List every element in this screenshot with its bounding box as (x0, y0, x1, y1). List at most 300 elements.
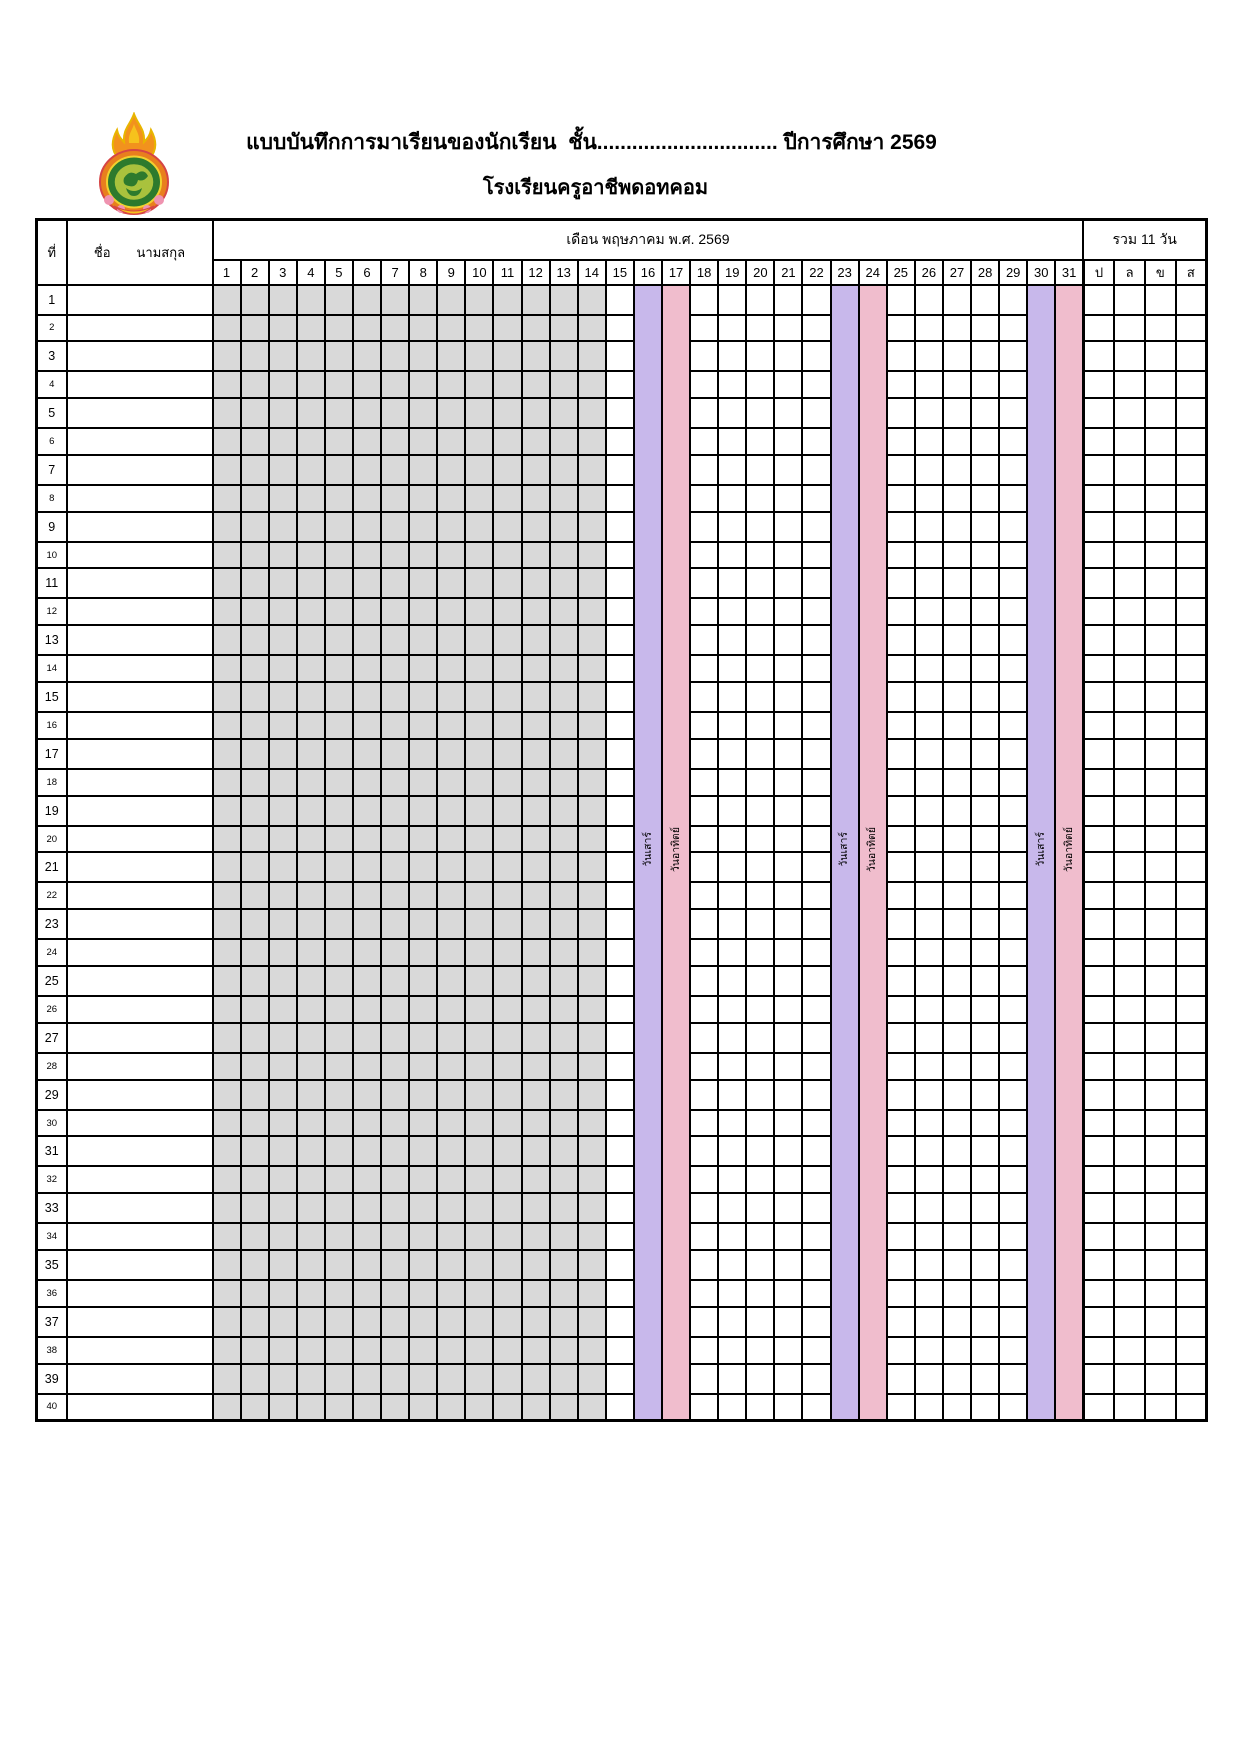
sunday-column-24 (859, 285, 887, 1421)
summary-cell-r1-c2 (1114, 285, 1145, 315)
attendance-cell-r33-d15 (606, 1193, 634, 1223)
attendance-cell-r24-d14 (578, 939, 606, 966)
summary-cell-r14-c2 (1114, 655, 1145, 682)
attendance-cell-r34-d7 (381, 1223, 409, 1250)
attendance-cell-r26-d29 (999, 996, 1027, 1023)
attendance-cell-r31-d19 (718, 1136, 746, 1166)
attendance-cell-r17-d8 (409, 739, 437, 769)
saturday-column-16 (634, 285, 662, 1421)
attendance-cell-r36-d29 (999, 1280, 1027, 1307)
attendance-cell-r39-d15 (606, 1364, 634, 1394)
attendance-cell-r39-d25 (887, 1364, 915, 1394)
attendance-cell-r37-d14 (578, 1307, 606, 1337)
attendance-cell-r34-d2 (241, 1223, 269, 1250)
attendance-cell-r2-d22 (802, 315, 830, 342)
sunday-column-17 (662, 285, 690, 1421)
attendance-cell-r40-d21 (774, 1394, 802, 1421)
attendance-cell-r12-d15 (606, 598, 634, 625)
attendance-cell-r11-d22 (802, 568, 830, 598)
attendance-cell-r34-d3 (269, 1223, 297, 1250)
attendance-cell-r10-d11 (493, 542, 521, 569)
attendance-cell-r16-d27 (943, 712, 971, 739)
summary-cell-r30-c3 (1145, 1110, 1176, 1137)
attendance-cell-r38-d9 (437, 1337, 465, 1364)
attendance-cell-r11-d26 (915, 568, 943, 598)
summary-cell-r27-c4 (1176, 1023, 1207, 1053)
attendance-cell-r12-d2 (241, 598, 269, 625)
attendance-cell-r11-d27 (943, 568, 971, 598)
day-header-11: 11 (493, 260, 521, 285)
attendance-cell-r19-d22 (802, 796, 830, 826)
attendance-cell-r21-d29 (999, 852, 1027, 882)
attendance-cell-r1-d8 (409, 285, 437, 315)
attendance-cell-r40-d26 (915, 1394, 943, 1421)
attendance-cell-r35-d28 (971, 1250, 999, 1280)
summary-cell-r40-c2 (1114, 1394, 1145, 1421)
attendance-cell-r34-d15 (606, 1223, 634, 1250)
attendance-cell-r1-d15 (606, 285, 634, 315)
attendance-cell-r40-d6 (353, 1394, 381, 1421)
student-name-cell-19 (67, 796, 213, 826)
attendance-cell-r3-d4 (297, 341, 325, 371)
attendance-cell-r26-d28 (971, 996, 999, 1023)
row-number-20: 20 (37, 826, 67, 853)
summary-cell-r16-c4 (1176, 712, 1207, 739)
attendance-cell-r31-d29 (999, 1136, 1027, 1166)
attendance-cell-r19-d7 (381, 796, 409, 826)
row-number-9: 9 (37, 512, 67, 542)
attendance-cell-r13-d12 (522, 625, 550, 655)
attendance-cell-r39-d9 (437, 1364, 465, 1394)
row-number-32: 32 (37, 1166, 67, 1193)
attendance-cell-r11-d5 (325, 568, 353, 598)
attendance-cell-r23-d15 (606, 909, 634, 939)
day-header-9: 9 (437, 260, 465, 285)
attendance-cell-r16-d29 (999, 712, 1027, 739)
attendance-cell-r9-d27 (943, 512, 971, 542)
attendance-cell-r1-d10 (465, 285, 493, 315)
attendance-cell-r39-d7 (381, 1364, 409, 1394)
attendance-cell-r38-d4 (297, 1337, 325, 1364)
attendance-cell-r20-d14 (578, 826, 606, 853)
attendance-cell-r4-d5 (325, 371, 353, 398)
student-name-cell-37 (67, 1307, 213, 1337)
attendance-cell-r5-d2 (241, 398, 269, 428)
attendance-cell-r26-d12 (522, 996, 550, 1023)
summary-cell-r28-c2 (1114, 1053, 1145, 1080)
attendance-cell-r27-d2 (241, 1023, 269, 1053)
attendance-cell-r40-d9 (437, 1394, 465, 1421)
attendance-cell-r16-d7 (381, 712, 409, 739)
summary-cell-r23-c3 (1145, 909, 1176, 939)
attendance-cell-r29-d27 (943, 1080, 971, 1110)
attendance-cell-r30-d6 (353, 1110, 381, 1137)
attendance-cell-r6-d26 (915, 428, 943, 455)
summary-cell-r11-c1 (1083, 568, 1114, 598)
attendance-cell-r35-d10 (465, 1250, 493, 1280)
attendance-cell-r14-d22 (802, 655, 830, 682)
attendance-cell-r11-d28 (971, 568, 999, 598)
attendance-cell-r38-d21 (774, 1337, 802, 1364)
column-header-number: ที่ (37, 220, 67, 285)
attendance-cell-r7-d11 (493, 455, 521, 485)
attendance-cell-r23-d12 (522, 909, 550, 939)
attendance-cell-r14-d11 (493, 655, 521, 682)
summary-cell-r4-c2 (1114, 371, 1145, 398)
attendance-cell-r35-d21 (774, 1250, 802, 1280)
attendance-cell-r17-d19 (718, 739, 746, 769)
summary-header-2: ล (1114, 260, 1145, 285)
attendance-cell-r26-d22 (802, 996, 830, 1023)
attendance-cell-r2-d27 (943, 315, 971, 342)
attendance-cell-r5-d10 (465, 398, 493, 428)
attendance-cell-r33-d28 (971, 1193, 999, 1223)
attendance-cell-r13-d18 (690, 625, 718, 655)
attendance-cell-r27-d22 (802, 1023, 830, 1053)
attendance-cell-r27-d3 (269, 1023, 297, 1053)
attendance-cell-r24-d22 (802, 939, 830, 966)
attendance-cell-r38-d1 (213, 1337, 241, 1364)
row-number-8: 8 (37, 485, 67, 512)
attendance-cell-r17-d20 (746, 739, 774, 769)
attendance-cell-r16-d26 (915, 712, 943, 739)
summary-cell-r1-c3 (1145, 285, 1176, 315)
attendance-cell-r17-d22 (802, 739, 830, 769)
attendance-cell-r21-d14 (578, 852, 606, 882)
attendance-cell-r20-d21 (774, 826, 802, 853)
day-header-10: 10 (465, 260, 493, 285)
attendance-cell-r11-d7 (381, 568, 409, 598)
attendance-cell-r20-d2 (241, 826, 269, 853)
attendance-cell-r18-d29 (999, 769, 1027, 796)
attendance-cell-r38-d27 (943, 1337, 971, 1364)
attendance-cell-r24-d26 (915, 939, 943, 966)
summary-cell-r32-c4 (1176, 1166, 1207, 1193)
attendance-cell-r26-d27 (943, 996, 971, 1023)
attendance-cell-r24-d9 (437, 939, 465, 966)
attendance-cell-r17-d3 (269, 739, 297, 769)
attendance-cell-r26-d7 (381, 996, 409, 1023)
attendance-cell-r3-d21 (774, 341, 802, 371)
attendance-cell-r1-d11 (493, 285, 521, 315)
attendance-cell-r7-d14 (578, 455, 606, 485)
attendance-cell-r8-d14 (578, 485, 606, 512)
attendance-cell-r21-d25 (887, 852, 915, 882)
attendance-cell-r6-d27 (943, 428, 971, 455)
attendance-cell-r31-d2 (241, 1136, 269, 1166)
attendance-cell-r33-d8 (409, 1193, 437, 1223)
attendance-cell-r24-d29 (999, 939, 1027, 966)
summary-cell-r14-c4 (1176, 655, 1207, 682)
attendance-cell-r12-d6 (353, 598, 381, 625)
row-number-6: 6 (37, 428, 67, 455)
summary-cell-r22-c1 (1083, 882, 1114, 909)
summary-cell-r4-c4 (1176, 371, 1207, 398)
attendance-cell-r23-d18 (690, 909, 718, 939)
attendance-cell-r22-d12 (522, 882, 550, 909)
attendance-cell-r23-d26 (915, 909, 943, 939)
attendance-cell-r26-d19 (718, 996, 746, 1023)
attendance-cell-r40-d18 (690, 1394, 718, 1421)
attendance-cell-r33-d18 (690, 1193, 718, 1223)
summary-cell-r2-c3 (1145, 315, 1176, 342)
attendance-cell-r33-d4 (297, 1193, 325, 1223)
attendance-cell-r25-d18 (690, 966, 718, 996)
attendance-cell-r10-d25 (887, 542, 915, 569)
attendance-cell-r13-d15 (606, 625, 634, 655)
attendance-cell-r11-d8 (409, 568, 437, 598)
attendance-cell-r9-d25 (887, 512, 915, 542)
attendance-cell-r13-d26 (915, 625, 943, 655)
attendance-cell-r16-d13 (550, 712, 578, 739)
summary-cell-r1-c1 (1083, 285, 1114, 315)
attendance-cell-r1-d29 (999, 285, 1027, 315)
attendance-cell-r35-d15 (606, 1250, 634, 1280)
attendance-cell-r38-d26 (915, 1337, 943, 1364)
summary-cell-r30-c2 (1114, 1110, 1145, 1137)
summary-cell-r8-c3 (1145, 485, 1176, 512)
attendance-cell-r22-d28 (971, 882, 999, 909)
attendance-cell-r24-d11 (493, 939, 521, 966)
attendance-cell-r1-d28 (971, 285, 999, 315)
attendance-cell-r5-d22 (802, 398, 830, 428)
summary-header-4: ส (1176, 260, 1207, 285)
attendance-cell-r24-d28 (971, 939, 999, 966)
attendance-cell-r25-d11 (493, 966, 521, 996)
attendance-cell-r13-d25 (887, 625, 915, 655)
summary-cell-r38-c1 (1083, 1337, 1114, 1364)
attendance-cell-r33-d12 (522, 1193, 550, 1223)
attendance-cell-r39-d12 (522, 1364, 550, 1394)
attendance-cell-r7-d27 (943, 455, 971, 485)
row-number-14: 14 (37, 655, 67, 682)
attendance-cell-r38-d3 (269, 1337, 297, 1364)
summary-cell-r40-c1 (1083, 1394, 1114, 1421)
attendance-cell-r5-d6 (353, 398, 381, 428)
attendance-cell-r15-d11 (493, 682, 521, 712)
attendance-cell-r10-d13 (550, 542, 578, 569)
attendance-cell-r28-d10 (465, 1053, 493, 1080)
attendance-cell-r27-d29 (999, 1023, 1027, 1053)
attendance-cell-r31-d9 (437, 1136, 465, 1166)
attendance-cell-r29-d22 (802, 1080, 830, 1110)
attendance-cell-r19-d3 (269, 796, 297, 826)
attendance-cell-r37-d1 (213, 1307, 241, 1337)
day-header-28: 28 (971, 260, 999, 285)
attendance-cell-r26-d25 (887, 996, 915, 1023)
attendance-cell-r3-d8 (409, 341, 437, 371)
attendance-cell-r23-d8 (409, 909, 437, 939)
student-name-cell-1 (67, 285, 213, 315)
attendance-cell-r7-d28 (971, 455, 999, 485)
attendance-cell-r19-d27 (943, 796, 971, 826)
attendance-cell-r16-d11 (493, 712, 521, 739)
student-name-cell-38 (67, 1337, 213, 1364)
summary-cell-r30-c1 (1083, 1110, 1114, 1137)
attendance-cell-r29-d8 (409, 1080, 437, 1110)
attendance-cell-r29-d13 (550, 1080, 578, 1110)
student-name-cell-8 (67, 485, 213, 512)
attendance-cell-r9-d20 (746, 512, 774, 542)
summary-cell-r25-c3 (1145, 966, 1176, 996)
attendance-cell-r39-d26 (915, 1364, 943, 1394)
attendance-cell-r10-d2 (241, 542, 269, 569)
summary-cell-r39-c2 (1114, 1364, 1145, 1394)
attendance-cell-r12-d10 (465, 598, 493, 625)
attendance-cell-r15-d6 (353, 682, 381, 712)
summary-header-3: ข (1145, 260, 1176, 285)
attendance-cell-r21-d4 (297, 852, 325, 882)
attendance-cell-r12-d19 (718, 598, 746, 625)
attendance-cell-r2-d14 (578, 315, 606, 342)
attendance-cell-r36-d21 (774, 1280, 802, 1307)
attendance-cell-r19-d9 (437, 796, 465, 826)
row-number-39: 39 (37, 1364, 67, 1394)
attendance-cell-r23-d28 (971, 909, 999, 939)
attendance-cell-r40-d28 (971, 1394, 999, 1421)
header-row-top (37, 220, 1207, 260)
attendance-cell-r18-d26 (915, 769, 943, 796)
attendance-cell-r38-d10 (465, 1337, 493, 1364)
attendance-cell-r22-d19 (718, 882, 746, 909)
day-header-30: 30 (1027, 260, 1055, 285)
summary-cell-r10-c4 (1176, 542, 1207, 569)
student-name-cell-25 (67, 966, 213, 996)
summary-cell-r25-c2 (1114, 966, 1145, 996)
attendance-cell-r1-d6 (353, 285, 381, 315)
summary-cell-r1-c4 (1176, 285, 1207, 315)
attendance-cell-r31-d25 (887, 1136, 915, 1166)
day-header-31: 31 (1055, 260, 1083, 285)
attendance-cell-r7-d20 (746, 455, 774, 485)
attendance-cell-r4-d20 (746, 371, 774, 398)
attendance-cell-r5-d8 (409, 398, 437, 428)
attendance-cell-r40-d4 (297, 1394, 325, 1421)
summary-cell-r15-c4 (1176, 682, 1207, 712)
attendance-cell-r31-d26 (915, 1136, 943, 1166)
attendance-cell-r3-d22 (802, 341, 830, 371)
attendance-cell-r33-d7 (381, 1193, 409, 1223)
attendance-cell-r31-d20 (746, 1136, 774, 1166)
attendance-cell-r21-d22 (802, 852, 830, 882)
attendance-cell-r14-d1 (213, 655, 241, 682)
attendance-cell-r16-d25 (887, 712, 915, 739)
summary-cell-r23-c2 (1114, 909, 1145, 939)
attendance-cell-r9-d8 (409, 512, 437, 542)
attendance-cell-r22-d2 (241, 882, 269, 909)
attendance-cell-r35-d25 (887, 1250, 915, 1280)
attendance-cell-r19-d15 (606, 796, 634, 826)
summary-cell-r8-c1 (1083, 485, 1114, 512)
attendance-cell-r6-d8 (409, 428, 437, 455)
attendance-cell-r37-d8 (409, 1307, 437, 1337)
attendance-cell-r2-d19 (718, 315, 746, 342)
summary-header-1: ป (1083, 260, 1114, 285)
student-name-cell-27 (67, 1023, 213, 1053)
saturday-label: วันเสาร์ (838, 832, 851, 868)
summary-cell-r5-c1 (1083, 398, 1114, 428)
attendance-cell-r2-d7 (381, 315, 409, 342)
summary-cell-r5-c2 (1114, 398, 1145, 428)
attendance-cell-r36-d4 (297, 1280, 325, 1307)
student-name-cell-15 (67, 682, 213, 712)
attendance-cell-r15-d18 (690, 682, 718, 712)
attendance-cell-r11-d25 (887, 568, 915, 598)
attendance-cell-r11-d14 (578, 568, 606, 598)
attendance-cell-r32-d18 (690, 1166, 718, 1193)
attendance-cell-r35-d1 (213, 1250, 241, 1280)
student-name-cell-20 (67, 826, 213, 853)
attendance-cell-r7-d2 (241, 455, 269, 485)
attendance-cell-r14-d2 (241, 655, 269, 682)
attendance-cell-r16-d8 (409, 712, 437, 739)
attendance-cell-r25-d5 (325, 966, 353, 996)
day-header-8: 8 (409, 260, 437, 285)
attendance-cell-r1-d2 (241, 285, 269, 315)
attendance-cell-r36-d6 (353, 1280, 381, 1307)
attendance-cell-r28-d11 (493, 1053, 521, 1080)
row-number-17: 17 (37, 739, 67, 769)
attendance-cell-r20-d19 (718, 826, 746, 853)
attendance-cell-r26-d2 (241, 996, 269, 1023)
attendance-cell-r33-d11 (493, 1193, 521, 1223)
attendance-cell-r27-d7 (381, 1023, 409, 1053)
attendance-cell-r32-d7 (381, 1166, 409, 1193)
summary-cell-r29-c1 (1083, 1080, 1114, 1110)
attendance-cell-r11-d1 (213, 568, 241, 598)
attendance-cell-r28-d1 (213, 1053, 241, 1080)
attendance-cell-r20-d5 (325, 826, 353, 853)
attendance-cell-r19-d6 (353, 796, 381, 826)
attendance-cell-r26-d15 (606, 996, 634, 1023)
summary-cell-r7-c4 (1176, 455, 1207, 485)
attendance-cell-r17-d12 (522, 739, 550, 769)
attendance-cell-r18-d13 (550, 769, 578, 796)
attendance-cell-r16-d2 (241, 712, 269, 739)
summary-cell-r35-c1 (1083, 1250, 1114, 1280)
attendance-cell-r12-d11 (493, 598, 521, 625)
attendance-cell-r8-d7 (381, 485, 409, 512)
attendance-cell-r29-d25 (887, 1080, 915, 1110)
attendance-cell-r36-d27 (943, 1280, 971, 1307)
attendance-cell-r38-d12 (522, 1337, 550, 1364)
attendance-cell-r12-d12 (522, 598, 550, 625)
attendance-cell-r24-d1 (213, 939, 241, 966)
attendance-cell-r20-d8 (409, 826, 437, 853)
attendance-cell-r27-d11 (493, 1023, 521, 1053)
attendance-cell-r11-d29 (999, 568, 1027, 598)
attendance-cell-r12-d21 (774, 598, 802, 625)
row-number-34: 34 (37, 1223, 67, 1250)
attendance-cell-r35-d11 (493, 1250, 521, 1280)
attendance-cell-r23-d27 (943, 909, 971, 939)
student-name-cell-21 (67, 852, 213, 882)
attendance-cell-r24-d6 (353, 939, 381, 966)
summary-cell-r37-c4 (1176, 1307, 1207, 1337)
attendance-cell-r25-d20 (746, 966, 774, 996)
attendance-cell-r11-d13 (550, 568, 578, 598)
attendance-cell-r38-d15 (606, 1337, 634, 1364)
summary-cell-r29-c4 (1176, 1080, 1207, 1110)
summary-cell-r25-c4 (1176, 966, 1207, 996)
attendance-cell-r30-d26 (915, 1110, 943, 1137)
attendance-cell-r8-d22 (802, 485, 830, 512)
attendance-cell-r10-d26 (915, 542, 943, 569)
attendance-cell-r19-d5 (325, 796, 353, 826)
attendance-cell-r39-d22 (802, 1364, 830, 1394)
attendance-cell-r20-d18 (690, 826, 718, 853)
attendance-cell-r32-d21 (774, 1166, 802, 1193)
